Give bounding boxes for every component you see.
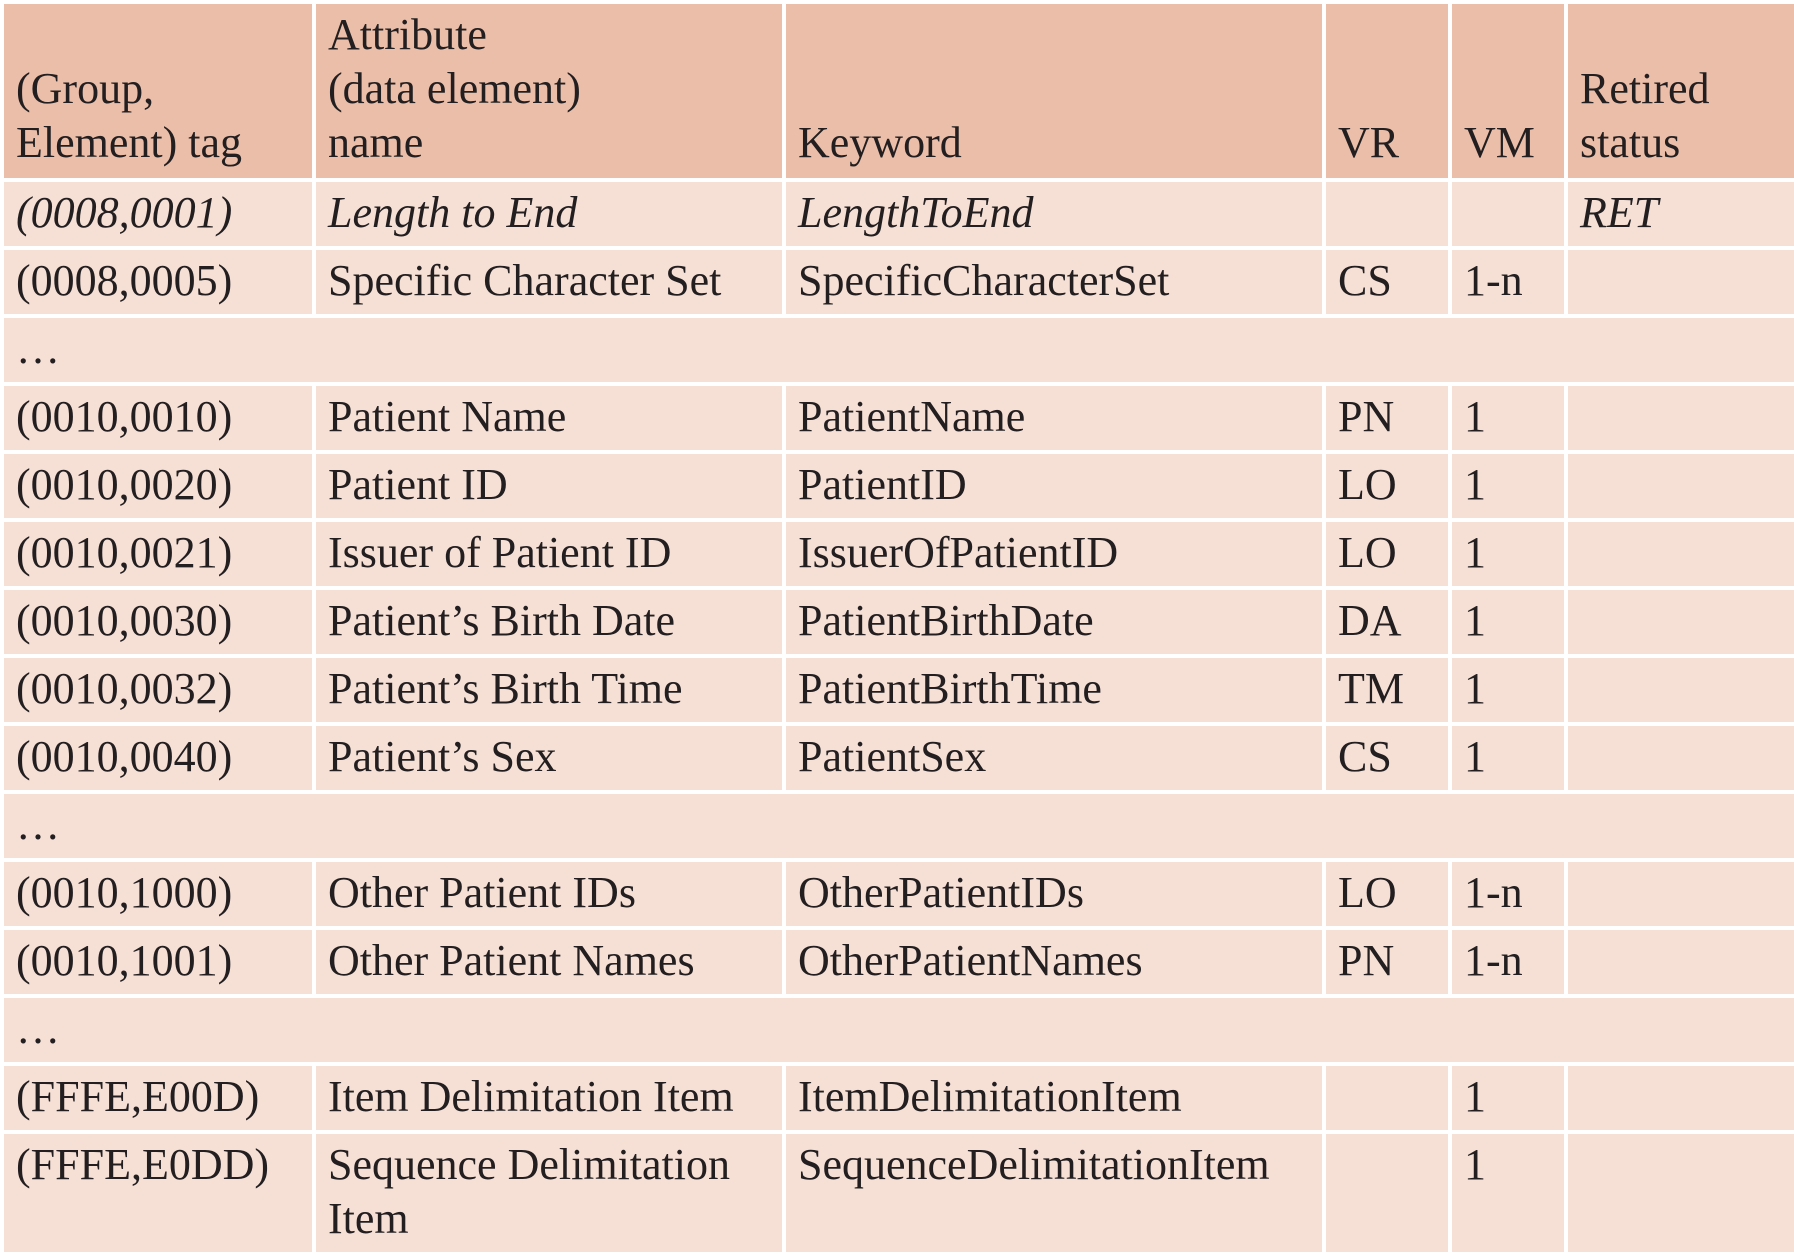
- cell-tag: (0010,1001): [2, 928, 314, 996]
- cell-keyword: IssuerOfPatientID: [784, 520, 1324, 588]
- cell-tag: (0010,0021): [2, 520, 314, 588]
- cell-name: Patient’s Sex: [314, 724, 784, 792]
- table-row: [2, 180, 1794, 248]
- cell-name: Patient ID: [314, 452, 784, 520]
- cell-retired: [1566, 724, 1794, 792]
- cell-keyword: PatientName: [784, 384, 1324, 452]
- table-row: [2, 724, 1794, 792]
- cell-vr: PN: [1324, 384, 1450, 452]
- cell-keyword: OtherPatientNames: [784, 928, 1324, 996]
- header-retired-line-2: status: [1580, 118, 1681, 167]
- cell-keyword: PatientSex: [784, 724, 1324, 792]
- header-name-line-2: (data element): [328, 64, 581, 113]
- header-tag-line-2: Element) tag: [16, 118, 243, 167]
- cell-vm: 1: [1450, 656, 1566, 724]
- table-row: [2, 588, 1794, 656]
- cell-retired: [1566, 928, 1794, 996]
- table-row: [2, 452, 1794, 520]
- cell-tag: (0010,0040): [2, 724, 314, 792]
- cell-vm: 1-n: [1450, 860, 1566, 928]
- table-row: [2, 928, 1794, 996]
- cell-vr: LO: [1324, 452, 1450, 520]
- cell-vr: [1324, 180, 1450, 248]
- cell-retired: [1566, 1064, 1794, 1132]
- header-row: [2, 2, 1794, 180]
- ellipsis-cell: …: [2, 792, 1794, 860]
- cell-vm: 1-n: [1450, 248, 1566, 316]
- cell-vr: LO: [1324, 520, 1450, 588]
- cell-tag: (0010,1000): [2, 860, 314, 928]
- cell-vm: [1450, 180, 1566, 248]
- cell-retired: [1566, 860, 1794, 928]
- header-retired-line-1: Retired: [1580, 64, 1710, 113]
- header-name: [314, 2, 784, 180]
- header-tag: [2, 2, 314, 180]
- table-row: [2, 1132, 1794, 1254]
- cell-retired: [1566, 452, 1794, 520]
- ellipsis-cell: …: [2, 316, 1794, 384]
- cell-name: Length to End: [314, 180, 784, 248]
- header-name-line-3: name: [328, 118, 424, 167]
- cell-name-line-1: Sequence Delimitation: [328, 1140, 730, 1189]
- cell-retired: [1566, 588, 1794, 656]
- cell-retired: [1566, 248, 1794, 316]
- cell-tag: (0010,0020): [2, 452, 314, 520]
- cell-keyword: PatientBirthDate: [784, 588, 1324, 656]
- ellipsis-row: [2, 792, 1794, 860]
- cell-tag: (0008,0001): [2, 180, 314, 248]
- cell-tag: (0010,0032): [2, 656, 314, 724]
- cell-vm: 1: [1450, 1132, 1566, 1254]
- cell-vm: 1: [1450, 384, 1566, 452]
- cell-vr: CS: [1324, 248, 1450, 316]
- cell-name: Other Patient Names: [314, 928, 784, 996]
- cell-keyword: PatientBirthTime: [784, 656, 1324, 724]
- table-row: [2, 384, 1794, 452]
- cell-vm: 1: [1450, 452, 1566, 520]
- ellipsis-row: [2, 316, 1794, 384]
- cell-tag: (0008,0005): [2, 248, 314, 316]
- cell-vm: 1: [1450, 724, 1566, 792]
- cell-name-line-2: Item: [328, 1194, 409, 1243]
- cell-retired: RET: [1566, 180, 1794, 248]
- cell-name: Specific Character Set: [314, 248, 784, 316]
- ellipsis-cell: …: [2, 996, 1794, 1064]
- cell-keyword: OtherPatientIDs: [784, 860, 1324, 928]
- header-keyword: Keyword: [784, 2, 1324, 180]
- cell-tag: (FFFE,E00D): [2, 1064, 314, 1132]
- cell-name: Patient Name: [314, 384, 784, 452]
- cell-name: [314, 1132, 784, 1254]
- cell-name: Other Patient IDs: [314, 860, 784, 928]
- cell-keyword: SequenceDelimitationItem: [784, 1132, 1324, 1254]
- cell-tag: (0010,0030): [2, 588, 314, 656]
- cell-name: Patient’s Birth Date: [314, 588, 784, 656]
- cell-retired: [1566, 656, 1794, 724]
- table-row: [2, 248, 1794, 316]
- cell-retired: [1566, 384, 1794, 452]
- cell-retired: [1566, 520, 1794, 588]
- cell-vm: 1: [1450, 520, 1566, 588]
- cell-tag: (FFFE,E0DD): [2, 1132, 314, 1254]
- header-vm: VM: [1450, 2, 1566, 180]
- cell-name: Patient’s Birth Time: [314, 656, 784, 724]
- header-tag-line-1: (Group,: [16, 64, 155, 113]
- cell-keyword: LengthToEnd: [784, 180, 1324, 248]
- cell-vr: PN: [1324, 928, 1450, 996]
- header-retired: [1566, 2, 1794, 180]
- cell-vm: 1-n: [1450, 928, 1566, 996]
- table-row: [2, 656, 1794, 724]
- cell-keyword: ItemDelimitationItem: [784, 1064, 1324, 1132]
- table-row: [2, 860, 1794, 928]
- table-row: [2, 1064, 1794, 1132]
- cell-vr: TM: [1324, 656, 1450, 724]
- table-row: [2, 520, 1794, 588]
- header-name-line-1: Attribute: [328, 10, 487, 59]
- header-vr: VR: [1324, 2, 1450, 180]
- cell-vr: CS: [1324, 724, 1450, 792]
- cell-vm: 1: [1450, 588, 1566, 656]
- cell-keyword: PatientID: [784, 452, 1324, 520]
- cell-vr: DA: [1324, 588, 1450, 656]
- cell-vr: [1324, 1064, 1450, 1132]
- cell-name: Item Delimitation Item: [314, 1064, 784, 1132]
- cell-keyword: SpecificCharacterSet: [784, 248, 1324, 316]
- cell-vr: LO: [1324, 860, 1450, 928]
- cell-vm: 1: [1450, 1064, 1566, 1132]
- cell-vr: [1324, 1132, 1450, 1254]
- cell-retired: [1566, 1132, 1794, 1254]
- cell-name: Issuer of Patient ID: [314, 520, 784, 588]
- ellipsis-row: [2, 996, 1794, 1064]
- cell-tag: (0010,0010): [2, 384, 314, 452]
